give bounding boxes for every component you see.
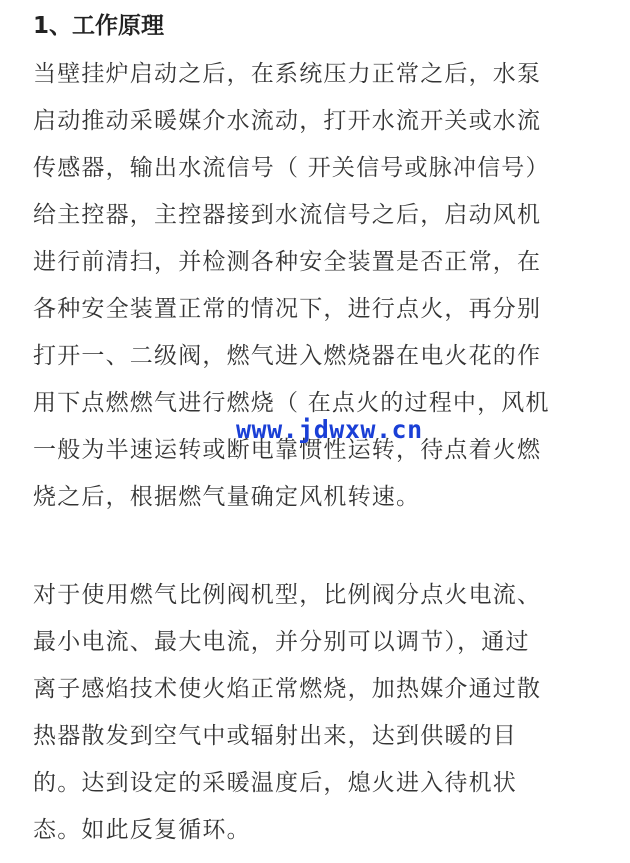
paragraph-line: 的。达到设定的采暖温度后，熄火进入待机状	[33, 770, 517, 796]
paragraph-line: 用下点燃燃气进行燃烧（ 在点火的过程中，风机	[33, 390, 550, 416]
paragraph-line: 当壁挂炉启动之后，在系统压力正常之后，水泵	[33, 61, 542, 87]
paragraph-line: 烧之后，根据燃气量确定风机转速。	[33, 484, 421, 510]
paragraph-proportional-valve	[33, 572, 613, 854]
paragraph-line: 热器散发到空气中或辐射出来，达到供暖的目	[33, 723, 517, 749]
paragraph-line: 态。如此反复循环。	[33, 817, 251, 843]
paragraph-line: 离子感焰技术使火焰正常燃烧，加热媒介通过散	[33, 676, 542, 702]
paragraph-line: 各种安全装置正常的情况下，进行点火，再分别	[33, 296, 542, 322]
paragraph-line: 打开一、二级阀，燃气进入燃烧器在电火花的作	[33, 343, 542, 369]
paragraph-working-principle	[33, 51, 613, 521]
paragraph-line: 启动推动采暖媒介水流动，打开水流开关或水流	[33, 108, 542, 134]
section-title: 1、工作原理	[33, 13, 165, 39]
paragraph-line: 进行前清扫，并检测各种安全装置是否正常，在	[33, 249, 542, 275]
paragraph-line: 给主控器，主控器接到水流信号之后，启动风机	[33, 202, 542, 228]
paragraph-line: 一般为半速运转或断电靠惯性运转，待点着火燃	[33, 437, 542, 463]
paragraph-line: 传感器，输出水流信号（ 开关信号或脉冲信号）	[33, 155, 550, 181]
paragraph-line: 对于使用燃气比例阀机型，比例阀分点火电流、	[33, 582, 542, 608]
paragraph-line: 最小电流、最大电流，并分别可以调节），通过	[33, 629, 530, 655]
site-watermark: www.jdwxw.cn	[236, 415, 423, 444]
